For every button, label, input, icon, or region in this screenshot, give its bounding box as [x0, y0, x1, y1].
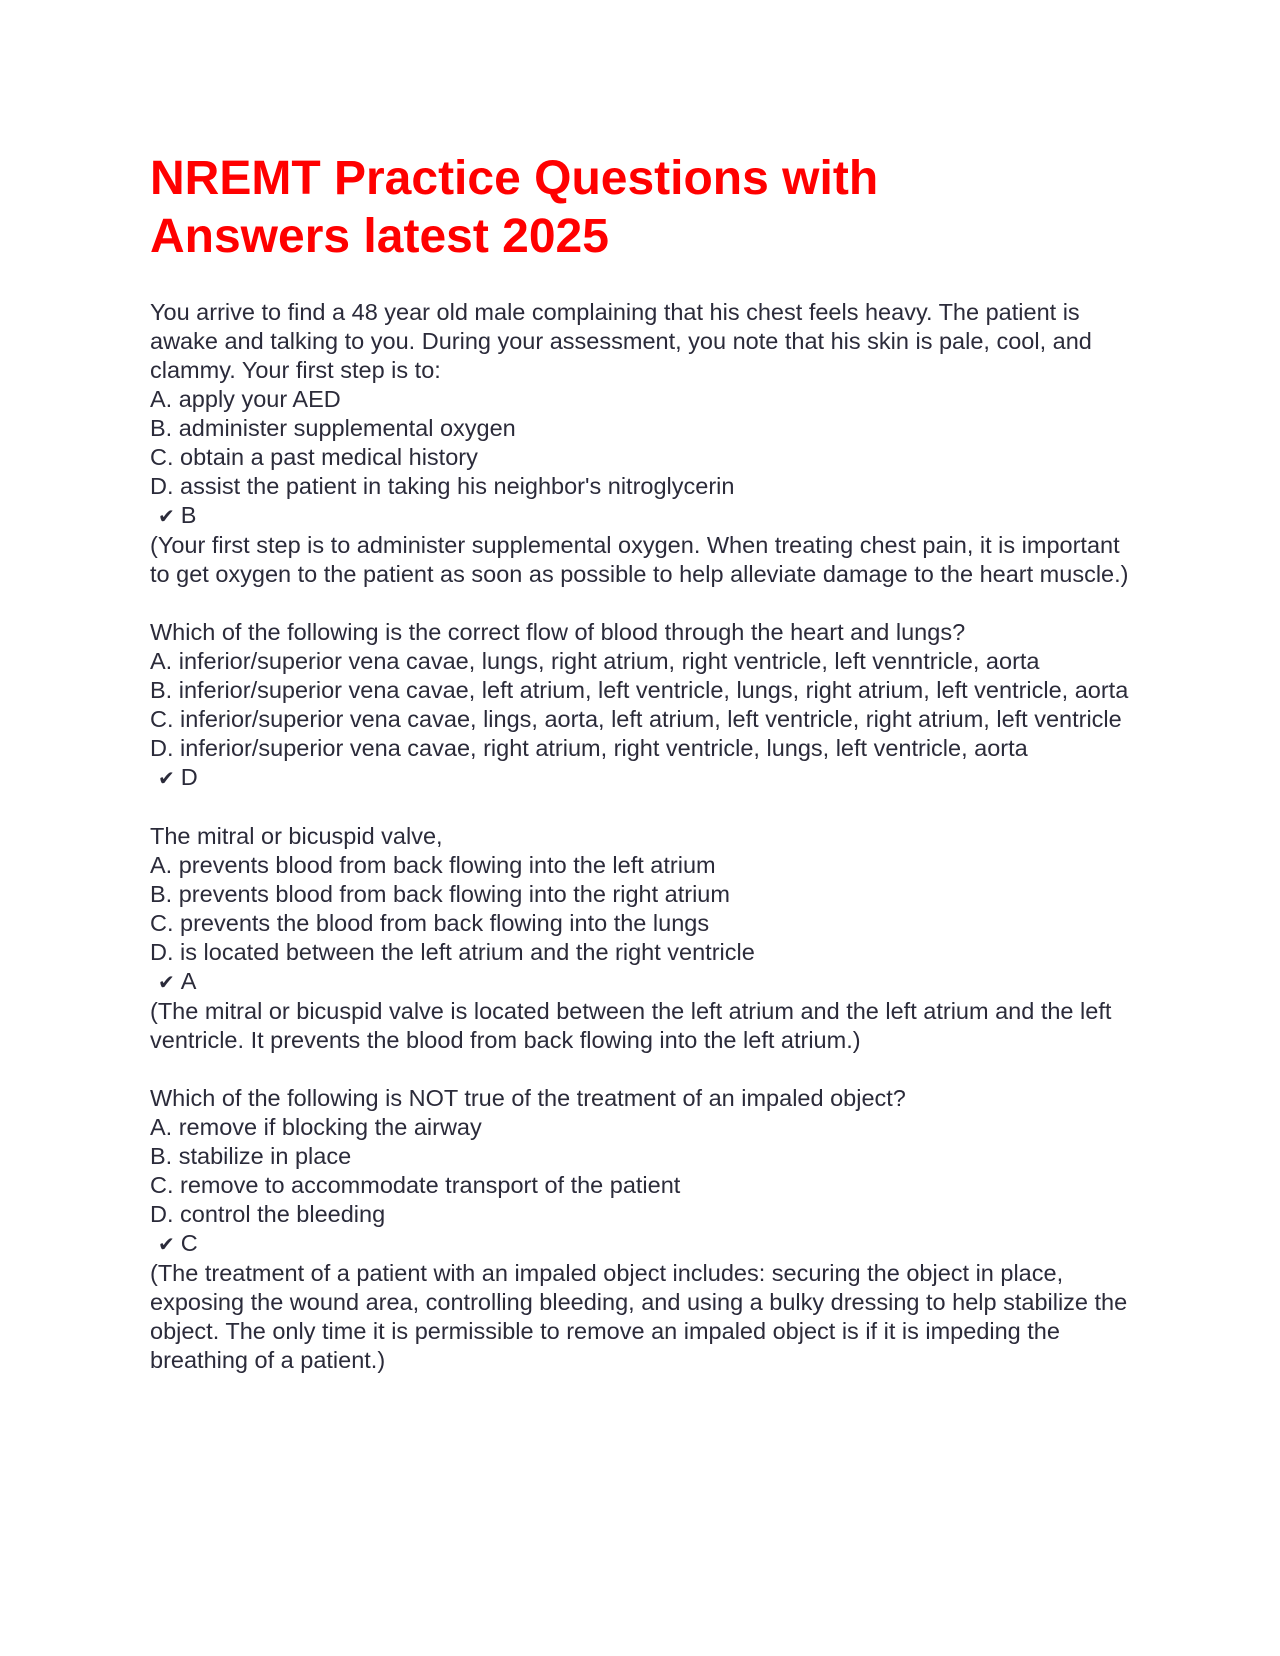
question-block [150, 1084, 1130, 1375]
option-d: D. control the bleeding [150, 1201, 386, 1227]
question-block [150, 618, 1130, 793]
answer-line [150, 1229, 1130, 1259]
document-page [150, 150, 1130, 1404]
option-b: B. inferior/superior vena cavae, left atrium, left ventricle, lungs, right atrium, left ventricle, aorta [150, 677, 1129, 703]
checkmark-icon: ✔ [158, 970, 175, 994]
option-b: B. prevents blood from back flowing into the right atrium [150, 881, 730, 907]
option-b: B. administer supplemental oxygen [150, 415, 516, 441]
document-title [150, 150, 1130, 266]
checkmark-icon: ✔ [158, 766, 175, 790]
question-stem: Which of the following is the correct flow of blood through the heart and lungs? [150, 619, 966, 645]
title-line-2: Answers latest 2025 [150, 210, 609, 263]
option-c: C. inferior/superior vena cavae, lings, aorta, left atrium, left ventricle, right atrium, left ventricle [150, 706, 1122, 732]
option-d: D. is located between the left atrium and the right ventricle [150, 939, 755, 965]
option-a: A. remove if blocking the airway [150, 1114, 482, 1140]
question-block [150, 822, 1130, 1055]
option-c: C. remove to accommodate transport of the patient [150, 1172, 681, 1198]
question-stem: You arrive to find a 48 year old male complaining that his chest feels heavy. The patient is awake and talking to you. During your assessment, you note that his skin is pale, cool, and clammy. Your first step is to: [150, 299, 1092, 383]
option-a: A. apply your AED [150, 386, 341, 412]
checkmark-icon: ✔ [158, 1232, 175, 1256]
answer-letter: D [180, 764, 198, 790]
title-line-1: NREMT Practice Questions with [150, 152, 879, 205]
answer-line [150, 763, 1130, 793]
option-c: C. prevents the blood from back flowing into the lungs [150, 910, 710, 936]
option-a: A. inferior/superior vena cavae, lungs, right atrium, right ventricle, left venntricle, aorta [150, 648, 1040, 674]
answer-explanation: (Your first step is to administer supplemental oxygen. When treating chest pain, it is important to get oxygen to the patient as soon as possible to help alleviate damage to the heart muscle.) [150, 532, 1129, 587]
option-a: A. prevents blood from back flowing into the left atrium [150, 852, 716, 878]
answer-letter: A [180, 968, 197, 994]
answer-line [150, 967, 1130, 997]
answer-explanation: (The treatment of a patient with an impaled object includes: securing the object in place, exposing the wound area, controlling bleeding, and using a bulky dressing to help stabilize the object. The only time it is permissible to remove an impaled object is if it is impeding the breathing of a patient.) [150, 1260, 1128, 1373]
option-c: C. obtain a past medical history [150, 444, 478, 470]
answer-explanation: (The mitral or bicuspid valve is located between the left atrium and the left atrium and the left ventricle. It prevents the blood from back flowing into the left atrium.) [150, 998, 1112, 1053]
option-d: D. inferior/superior vena cavae, right atrium, right ventricle, lungs, left ventricle, aorta [150, 735, 1028, 761]
option-b: B. stabilize in place [150, 1143, 352, 1169]
question-stem: The mitral or bicuspid valve, [150, 823, 443, 849]
checkmark-icon: ✔ [158, 504, 175, 528]
answer-letter: B [180, 502, 197, 528]
answer-letter: C [180, 1230, 198, 1256]
question-stem: Which of the following is NOT true of the treatment of an impaled object? [150, 1085, 906, 1111]
option-d: D. assist the patient in taking his neighbor's nitroglycerin [150, 473, 735, 499]
question-block [150, 298, 1130, 589]
answer-line [150, 501, 1130, 531]
